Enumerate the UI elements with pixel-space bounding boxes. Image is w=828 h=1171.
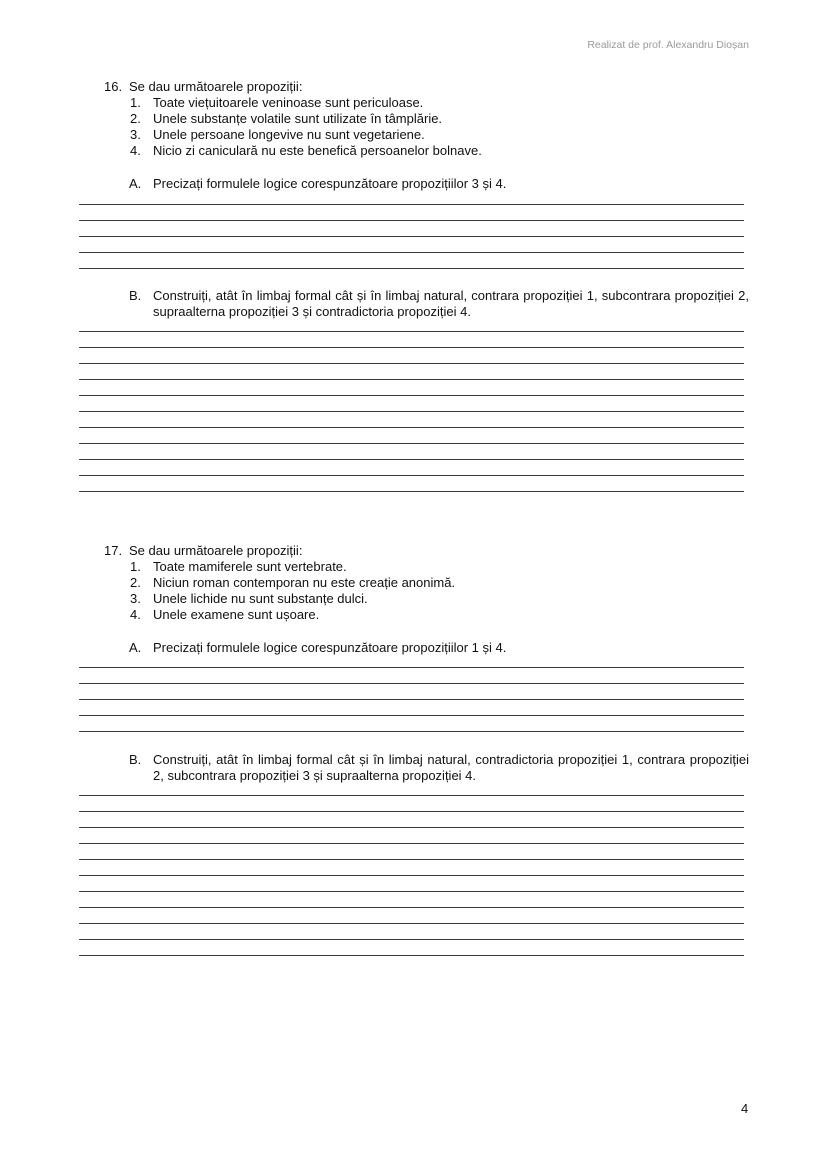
proposition-item: [130, 143, 482, 159]
answer-line[interactable]: [79, 811, 744, 812]
proposition-number: 4.: [130, 607, 141, 622]
task-text: Construiți, atât în limbaj formal cât și în limbaj natural, contrara propoziției 1, subcontrara propoziției 2, supraalterna propoziției 3 și contradictoria propoziției 4.: [153, 288, 749, 319]
answer-line[interactable]: [79, 395, 744, 396]
answer-line[interactable]: [79, 443, 744, 444]
task-letter: B.: [129, 752, 142, 767]
answer-line[interactable]: [79, 955, 744, 956]
task-letter: A.: [129, 176, 142, 191]
task-a: [129, 176, 749, 192]
page-header-author: Realizat de prof. Alexandru Dioșan: [587, 39, 749, 51]
task-text: Construiți, atât în limbaj formal cât și în limbaj natural, contradictoria propoziției 1, contrara propoziției 2, subcontrara propoziției 3 și supraalterna propoziției 4.: [153, 752, 749, 783]
task-b: [129, 752, 749, 784]
answer-line[interactable]: [79, 220, 744, 221]
answer-line[interactable]: [79, 827, 744, 828]
answer-line[interactable]: [79, 907, 744, 908]
proposition-text: Toate viețuitoarele veninoase sunt periculoase.: [153, 95, 424, 110]
proposition-number: 1.: [130, 559, 141, 574]
task-a: [129, 640, 749, 656]
answer-line[interactable]: [79, 236, 744, 237]
answer-line[interactable]: [79, 715, 744, 716]
answer-line[interactable]: [79, 891, 744, 892]
proposition-item: [130, 95, 423, 111]
answer-line[interactable]: [79, 939, 744, 940]
proposition-text: Unele substanțe volatile sunt utilizate în tâmplărie.: [153, 111, 443, 126]
answer-line[interactable]: [79, 795, 744, 796]
proposition-text: Nicio zi caniculară nu este benefică persoanelor bolnave.: [153, 143, 482, 158]
answer-line[interactable]: [79, 427, 744, 428]
proposition-number: 4.: [130, 143, 141, 158]
proposition-number: 3.: [130, 591, 141, 606]
answer-line[interactable]: [79, 331, 744, 332]
exercise-heading: [104, 543, 302, 559]
answer-line[interactable]: [79, 379, 744, 380]
proposition-item: [130, 607, 319, 623]
proposition-text: Unele persoane longevive nu sunt vegetariene.: [153, 127, 425, 142]
proposition-item: [130, 127, 425, 143]
answer-line[interactable]: [79, 363, 744, 364]
exercise-number: 17.: [104, 543, 123, 558]
exercise-number: 16.: [104, 79, 123, 94]
answer-line[interactable]: [79, 843, 744, 844]
answer-line[interactable]: [79, 411, 744, 412]
proposition-text: Toate mamiferele sunt vertebrate.: [153, 559, 347, 574]
proposition-item: [130, 559, 347, 575]
proposition-number: 2.: [130, 575, 141, 590]
answer-line[interactable]: [79, 204, 744, 205]
answer-line[interactable]: [79, 252, 744, 253]
answer-line[interactable]: [79, 859, 744, 860]
exercise-intro: Se dau următoarele propoziții:: [129, 79, 303, 94]
proposition-item: [130, 111, 442, 127]
task-letter: A.: [129, 640, 142, 655]
exercise-intro: Se dau următoarele propoziții:: [129, 543, 303, 558]
task-letter: B.: [129, 288, 142, 303]
page-number: 4: [741, 1101, 749, 1116]
exercise-heading: [104, 79, 302, 95]
proposition-text: Unele examene sunt ușoare.: [153, 607, 320, 622]
answer-line[interactable]: [79, 683, 744, 684]
proposition-number: 1.: [130, 95, 141, 110]
proposition-item: [130, 591, 368, 607]
answer-line[interactable]: [79, 667, 744, 668]
proposition-item: [130, 575, 455, 591]
answer-line[interactable]: [79, 347, 744, 348]
answer-line[interactable]: [79, 459, 744, 460]
answer-line[interactable]: [79, 475, 744, 476]
answer-line[interactable]: [79, 731, 744, 732]
proposition-number: 3.: [130, 127, 141, 142]
task-text: Precizați formulele logice corespunzătoare propozițiilor 1 și 4.: [153, 640, 507, 655]
answer-line[interactable]: [79, 923, 744, 924]
proposition-number: 2.: [130, 111, 141, 126]
answer-line[interactable]: [79, 875, 744, 876]
task-text: Precizați formulele logice corespunzătoare propozițiilor 3 și 4.: [153, 176, 507, 191]
task-b: [129, 288, 749, 320]
proposition-text: Unele lichide nu sunt substanțe dulci.: [153, 591, 368, 606]
proposition-text: Niciun roman contemporan nu este creație anonimă.: [153, 575, 456, 590]
answer-line[interactable]: [79, 491, 744, 492]
answer-line[interactable]: [79, 699, 744, 700]
answer-line[interactable]: [79, 268, 744, 269]
